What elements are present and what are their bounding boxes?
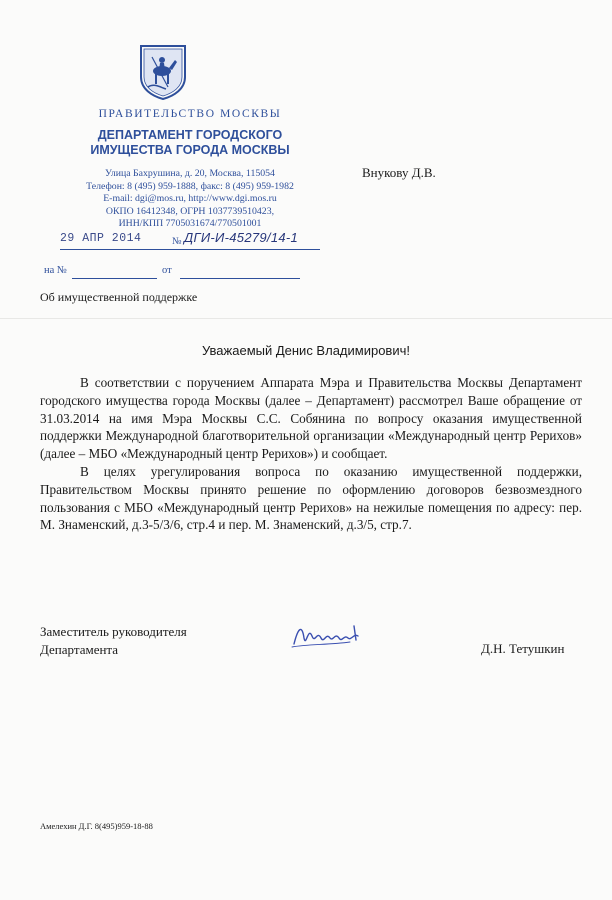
executor-footer: Амелехин Д.Г. 8(495)959-18-88: [40, 821, 153, 831]
reference-number-line: [72, 278, 157, 279]
government-title: ПРАВИТЕЛЬСТВО МОСКВЫ: [98, 108, 282, 120]
salutation: Уважаемый Денис Владимирович!: [202, 343, 410, 358]
reference-date-line: [180, 278, 300, 279]
registration-number-label: №: [172, 236, 182, 247]
signer-name: Д.Н. Тетушкин: [481, 641, 565, 656]
recipient: Внукову Д.В.: [362, 165, 436, 180]
body-paragraph-1: В соответствии с поручением Аппарата Мэра и Правительства Москвы Департамент городского имущества города Москвы (далее – Департамент) рассмотрел Ваше обращение от 31.03.2014 на имя Мэра Москвы С.С. Собянина по вопросу оказания имущественной поддержки Международной благотворительной организации «Международный центр Рерихов» (далее – МБО «Международный центр Рерихов») и сообщает.: [40, 375, 582, 462]
date-stamp: 29 АПР 2014: [60, 232, 142, 245]
department-title-line1: ДЕПАРТАМЕНТ ГОРОДСКОГО: [97, 128, 283, 142]
body-paragraph-2: В целях урегулирования вопроса по оказанию имущественной поддержки, Правительством Москвы принято решение по оформлению договоров безвозмездного пользования с МБО «Международный центр Рерихов» на нежилые помещения по адресу: пер. М. Знаменский, д.3-5/3/6, стр.4 и пер. М. Знаменский, д.3/5, стр.7.: [40, 463, 582, 533]
subject-line: Об имущественной поддержке: [40, 290, 198, 304]
contacts-block: [60, 168, 320, 231]
signer-position-line2: Департамента: [40, 641, 119, 657]
handwritten-signature-icon: [288, 614, 368, 654]
contact-email: E-mail: dgi@mos.ru, http://www.dgi.mos.ru: [103, 193, 277, 205]
reference-number-label: на №: [44, 265, 67, 276]
letter-body: [40, 374, 582, 534]
signer-position-line1: Заместитель руководителя: [40, 624, 187, 639]
department-title-line2: ИМУЩЕСТВА ГОРОДА МОСКВЫ: [90, 143, 290, 157]
signer-position: [40, 623, 187, 658]
department-title: [60, 128, 320, 158]
reference-row: [44, 265, 314, 281]
contact-inn: ИНН/КПП 7705031674/770501001: [118, 218, 262, 230]
moscow-coat-of-arms-icon: [138, 43, 188, 101]
contact-okpo: ОКПО 16412348, ОГРН 1037739510423,: [105, 205, 275, 217]
contact-address: Улица Бахрушина, д. 20, Москва, 115054: [105, 168, 275, 179]
registration-underline: [60, 249, 320, 250]
page-fold-line: [0, 318, 612, 319]
reference-date-label: от: [162, 265, 172, 276]
registration-number: ДГИ-И-45279/14-1: [184, 230, 299, 245]
contact-phone: Телефон: 8 (495) 959-1888, факс: 8 (495) 959-1982: [86, 180, 294, 192]
